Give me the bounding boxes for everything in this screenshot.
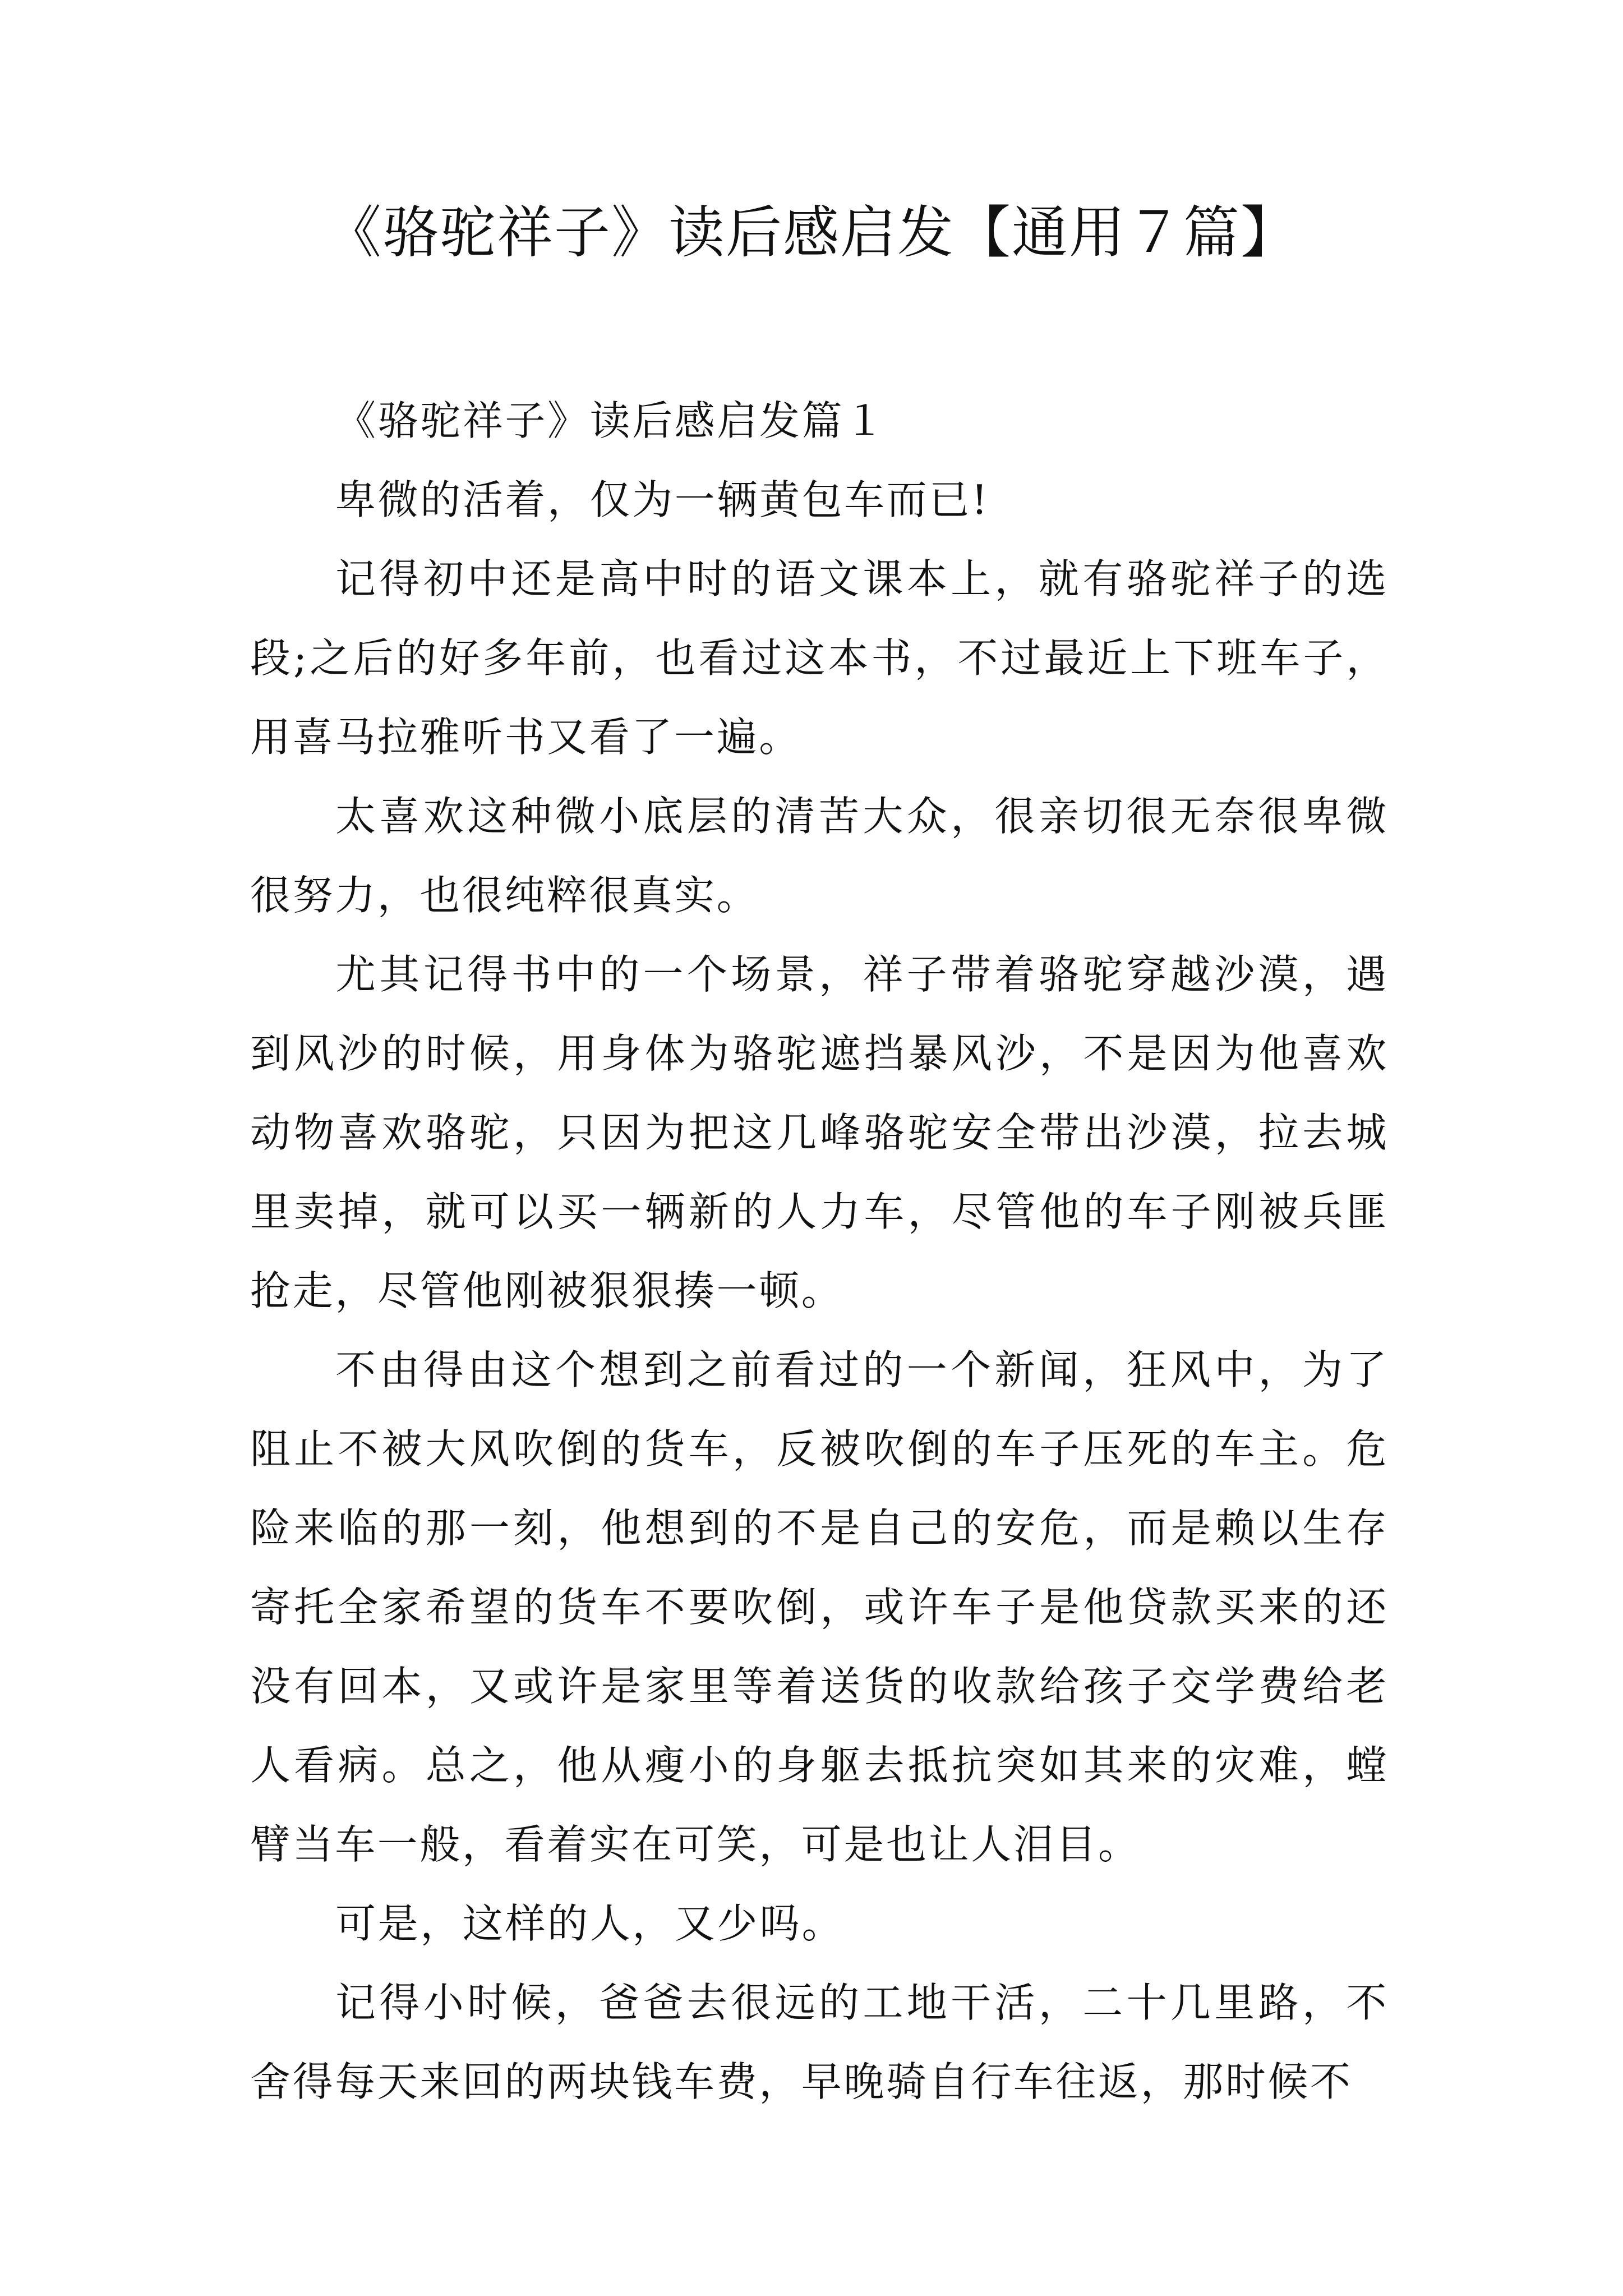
paragraph: 太喜欢这种微小底层的清苦大众，很亲切很无奈很卑微很努力，也很纯粹很真实。 xyxy=(250,793,1389,919)
document-body xyxy=(250,381,1389,2122)
document-title: 《骆驼祥子》读后感启发【通用７篇】 xyxy=(325,200,1298,265)
paragraph: 尤其记得书中的一个场景，祥子带着骆驼穿越沙漠，遇到风沙的时候，用身体为骆驼遮挡暴风沙，不是因为他喜欢动物喜欢骆驼，只因为把这几峰骆驼安全带出沙漠，拉去城里卖掉，就可以买一辆新的人力车，尽管他的车子刚被兵匪抢走，尽管他刚被狠狠揍一顿。 xyxy=(250,951,1389,1314)
paragraph: 记得小时候，爸爸去很远的工地干活，二十几里路，不舍得每天来回的两块钱车费，早晚骑自行车往返，那时候不 xyxy=(250,1979,1389,2105)
paragraph: 不由得由这个想到之前看过的一个新闻，狂风中，为了阻止不被大风吹倒的货车，反被吹倒的车子压死的车主。危险来临的那一刻，他想到的不是自己的安危，而是赖以生存寄托全家希望的货车不要吹倒，或许车子是他贷款买来的还没有回本，又或许是家里等着送货的收款给孩子交学费给老人看病。总之，他从瘦小的身躯去抵抗突如其来的灾难，螳臂当车一般，看着实在可笑，可是也让人泪目。 xyxy=(250,1346,1389,1868)
paragraph: 可是，这样的人，又少吗。 xyxy=(335,1900,845,1947)
section-heading: 《骆驼祥子》读后感启发篇１ xyxy=(335,397,887,444)
paragraph: 卑微的活着，仅为一辆黄包车而已! xyxy=(335,476,990,523)
paragraph: 记得初中还是高中时的语文课本上，就有骆驼祥子的选段;之后的好多年前，也看过这本书，不过最近上下班车子，用喜马拉雅听书又看了一遍。 xyxy=(250,555,1389,761)
